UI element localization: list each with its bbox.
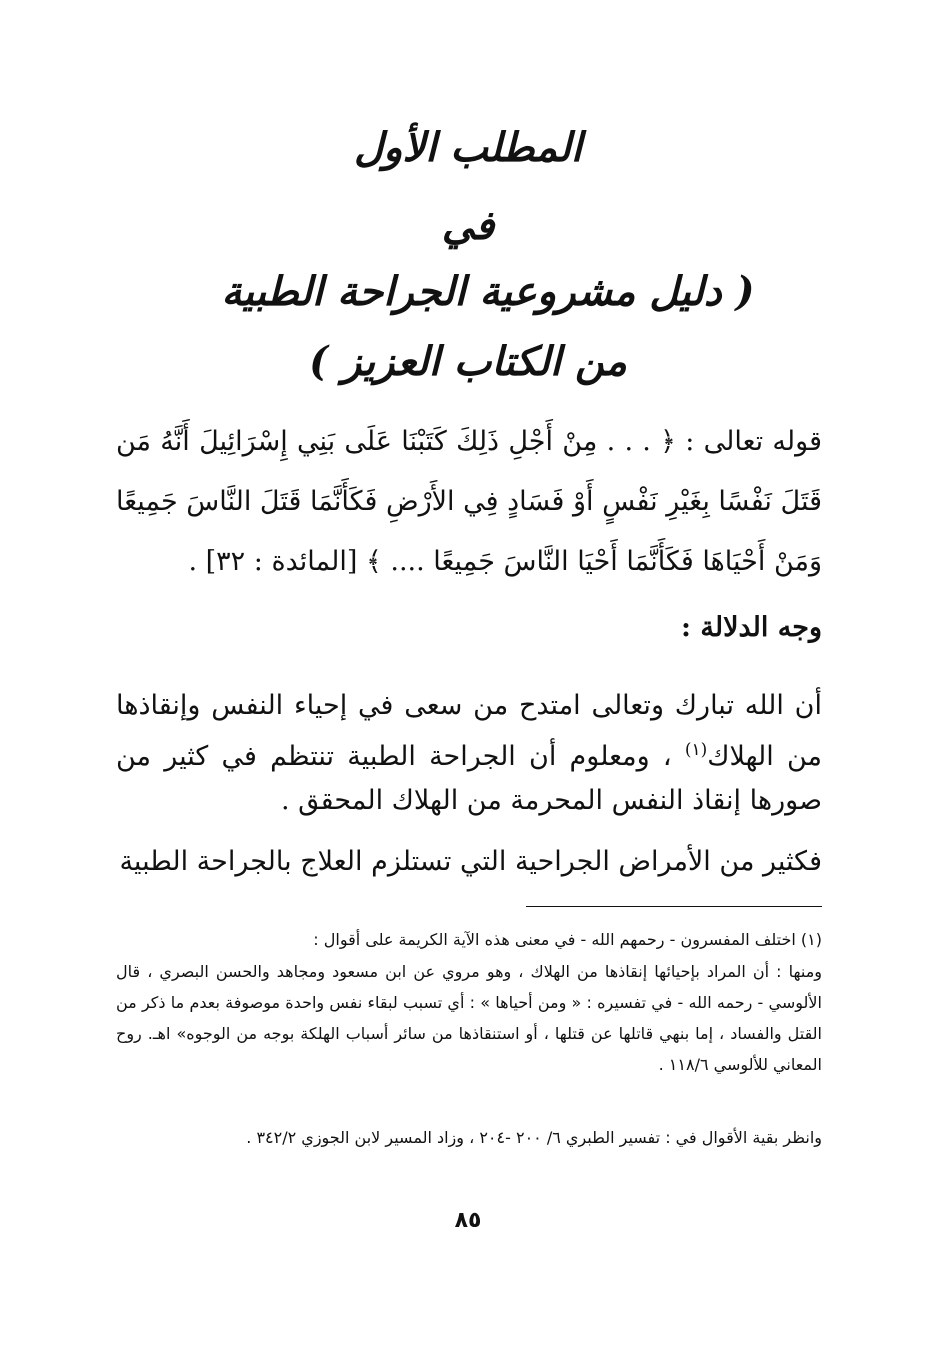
footnote-reference-list: وانظر بقية الأقوال في : تفسير الطبري ٦/ ٢٠٠ -٢٠٤ ، وزاد المسير لابن الجوزي ٣٤٢/٢ . [246,1128,822,1147]
section-title: المطلب الأول [354,124,582,171]
footnote-line: (١) اختلف المفسرون - رحمهم الله - في معنى هذه الآية الكريمة على أقوال : [313,930,822,949]
paragraph-text-end: ، ومعلوم أن الجراحة الطبية تنتظم في كثير من صورها إنقاذ النفس المحرمة من الهلاك المحقق . [116,741,822,816]
footnote-paragraph: ومنها : أن المراد بإحيائها إنقاذها من الهلاك ، وهو مروي عن ابن مسعود ومجاهد والحسن البصري ، قال الألوسي - رحمه الله - في تفسيره : « ومن أحياها » : أي تسبب لبقاء نفس واحدة موصوفة بعدم ما ذكر من القتل والفساد ، إما بنهي قاتلها عن قتلها ، أو استنقاذها من سائر أسباب الهلكة بوجه من الوجوه» اهـ. روح المعاني للألوسي ١١٨/٦ . [116,962,822,1074]
evidence-heading: وجه الدلالة : [681,612,822,643]
quran-verse: قوله تعالى : ﴿ . . . مِنْ أَجْلِ ذَلِكَ كَتَبْنَا عَلَى بَنِي إِسْرَائِيلَ أَنَّهُ مَن قَتَلَ نَفْسًا بِغَيْرِ نَفْسٍ أَوْ فَسَادٍ فِي الأَرْضِ فَكَأَنَّمَا قَتَلَ النَّاسَ جَمِيعًا وَمَنْ أَحْيَاهَا فَكَأَنَّمَا أَحْيَا النَّاسَ جَمِيعًا .... ﴾ [المائدة : ٣٢] . [115,426,822,577]
evidence-paragraph [116,684,822,823]
section-subtitle-line2: من الكتاب العزيز ) [309,338,627,385]
paragraph-text-start: أن الله تبارك وتعالى امتدح من سعى في إحياء النفس وإنقاذها من الهلاك [116,690,822,772]
page-number: ٨٥ [454,1208,482,1233]
title-connector: في [441,202,495,249]
section-subtitle-line1: ( دليل مشروعية الجراحة الطبية [221,268,755,315]
footnote-divider [526,906,822,907]
footnote-reference: (١) [684,740,708,760]
continuation-paragraph: فكثير من الأمراض الجراحية التي تستلزم العلاج بالجراحة الطبية [119,846,822,877]
